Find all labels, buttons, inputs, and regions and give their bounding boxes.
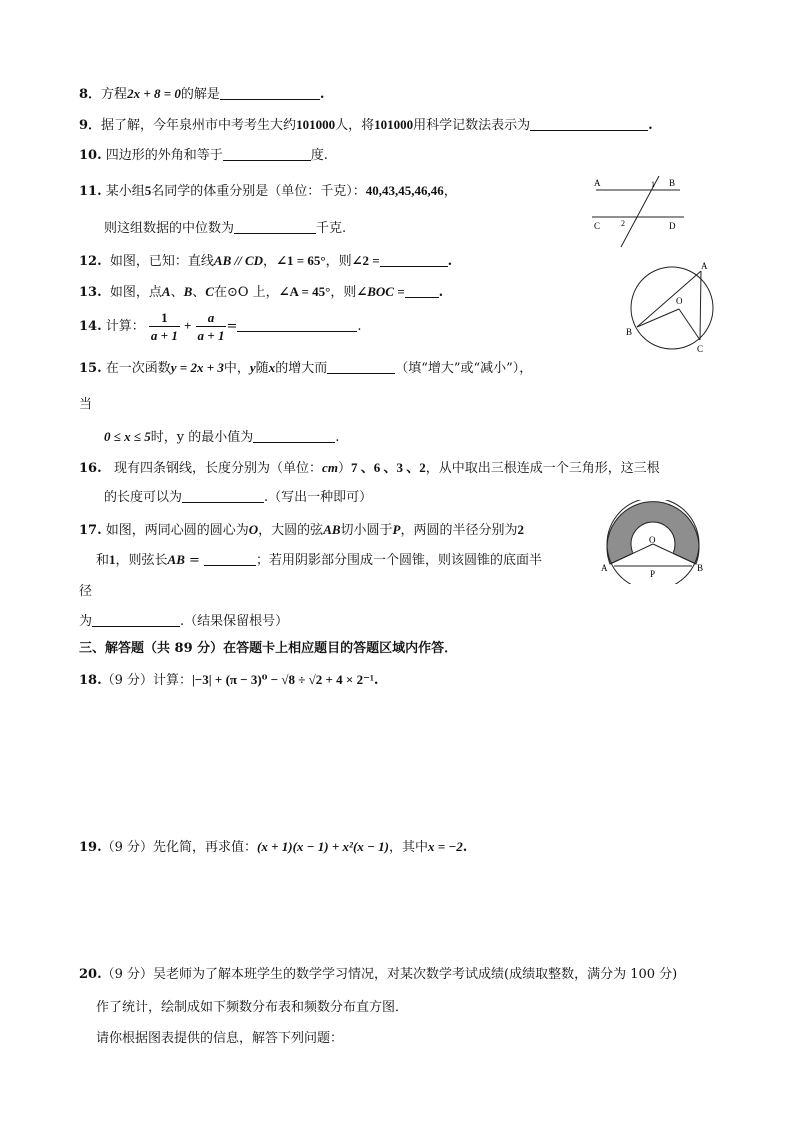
label-c: C xyxy=(594,221,601,231)
q13-end: . xyxy=(438,285,444,300)
q13-text-1: 如图，点 xyxy=(109,285,162,300)
q18-number: 18. xyxy=(79,673,102,688)
q14-f1-denominator: a + 1 xyxy=(150,328,178,343)
q17-line-4: 为 xyxy=(79,614,93,629)
q13-point-a: A xyxy=(161,284,171,299)
q13-number: 13. xyxy=(79,285,102,300)
q14-end: . xyxy=(357,319,362,334)
q8-end: . xyxy=(319,87,325,102)
q10-text: 四边形的外角和等于 xyxy=(105,148,223,163)
q9-post: 用科学记数法表示为 xyxy=(413,118,531,133)
question-15-line-3 xyxy=(104,428,339,447)
q10-answer-blank[interactable] xyxy=(223,146,311,161)
label-c: C xyxy=(697,344,704,354)
q20-line-1: （9 分）吴老师为了解本班学生的数学学习情况，对某次数学考试成绩(成绩取整数，满分为 100 分) xyxy=(101,967,678,982)
question-17-line-2 xyxy=(96,551,542,570)
q8-prefix: 方程 xyxy=(101,87,128,102)
q15-text-3: 随 xyxy=(255,361,269,376)
q13-angle-boc: ∠BOC = xyxy=(356,284,405,299)
q12-answer-blank[interactable] xyxy=(380,252,448,267)
q9-mid: 人，将 xyxy=(335,118,375,133)
label-a: A xyxy=(601,563,608,573)
q15-y: y xyxy=(249,360,256,375)
segment-ac xyxy=(700,271,701,340)
q15-answer-blank-2[interactable] xyxy=(253,428,335,443)
q17-text-1: 如图，两同心圆的圆心为 xyxy=(105,523,249,538)
q11-unit: 千克. xyxy=(316,221,347,236)
question-20 xyxy=(79,966,677,984)
q12-angle-1: ∠1 = 65° xyxy=(276,253,326,268)
question-13 xyxy=(79,283,443,302)
question-11-line-2 xyxy=(104,219,346,238)
q12-text-3: ，则 xyxy=(325,254,352,269)
q17-number: 17. xyxy=(79,523,102,538)
q13-point-b: B xyxy=(183,284,193,299)
figure-circle-abc xyxy=(622,258,716,354)
question-11 xyxy=(79,182,457,201)
q14-fraction-1 xyxy=(149,309,180,344)
q16-line-2: 的长度可以为 xyxy=(104,490,183,505)
q11-comma: ， xyxy=(443,184,457,199)
q19-expression: (x + 1)(x − 1) + x²(x − 1) xyxy=(257,839,389,854)
q17-line-4-end: .（结果保留根号） xyxy=(180,614,289,629)
question-14 xyxy=(79,307,362,346)
q17-line2-d: ；若用阴影部分围成一个圆锥，则该圆锥的底面半 xyxy=(256,553,543,568)
q12-text-1: 如图，已知：直线 xyxy=(109,254,214,269)
q15-number: 15. xyxy=(79,361,102,376)
q13-text-3: ，则 xyxy=(330,285,357,300)
question-16 xyxy=(79,459,660,478)
q18-text: （9 分）计算： xyxy=(101,673,193,688)
q15-x: x xyxy=(268,360,276,375)
q11-text-1: 某小组 xyxy=(105,184,145,199)
q17-text-4: ，两圆的半径分别为 xyxy=(400,523,518,538)
q15-text-2: 中， xyxy=(223,361,250,376)
label-b: B xyxy=(669,178,676,188)
q14-f2-denominator: a + 1 xyxy=(197,328,225,343)
q11-text-2: 名同学的体重分别是（单位：千克）： xyxy=(151,184,366,199)
question-16-line-2 xyxy=(104,488,372,507)
label-a: A xyxy=(594,178,601,188)
q19-text: （9 分）先化简，再求值： xyxy=(101,840,258,855)
q16-number: 16. xyxy=(79,461,102,476)
question-18 xyxy=(79,671,378,690)
label-b: B xyxy=(697,563,704,573)
question-19 xyxy=(79,838,467,857)
q12-parallel: // xyxy=(231,253,245,268)
q14-fraction-2 xyxy=(196,309,227,344)
q11-answer-blank[interactable] xyxy=(234,219,316,234)
q12-number: 12. xyxy=(79,254,102,269)
q17-radius-2: 1 xyxy=(109,552,116,567)
q11-data: 40,43,45,46,46 xyxy=(365,183,444,198)
question-20-line-3 xyxy=(96,1030,343,1048)
q13-text-2: 在⊙O 上， xyxy=(213,285,279,300)
q9-answer-blank[interactable] xyxy=(530,116,648,131)
q9-number: 9． xyxy=(79,118,102,133)
q13-angle-a: ∠A = 45° xyxy=(278,284,331,299)
q17-line2-a: 和 xyxy=(96,553,110,568)
q14-f2-numerator: a xyxy=(196,309,227,327)
question-15 xyxy=(79,359,532,378)
q13-point-c: C xyxy=(205,284,214,299)
q20-line-3: 请你根据图表提供的信息，解答下列问题： xyxy=(96,1031,344,1046)
q13-sep-1: 、 xyxy=(170,285,184,300)
q17-line2-b: ，则弦长 xyxy=(115,553,168,568)
q15-end: . xyxy=(335,430,340,445)
q9-number-1: 101000 xyxy=(296,117,336,132)
q19-text-2: ，其中 xyxy=(388,840,428,855)
q14-f1-numerator: 1 xyxy=(149,309,180,327)
q20-number: 20. xyxy=(79,967,102,982)
segment-ab xyxy=(637,271,701,327)
q17-line2-c: = xyxy=(184,553,205,568)
q15-text-4: 的增大而 xyxy=(275,361,328,376)
q17-text-3: 切小圆于 xyxy=(340,523,393,538)
segment-ob xyxy=(637,309,679,327)
q17-chord-ab: AB xyxy=(323,522,341,537)
q15-range: 0 ≤ x ≤ 5 xyxy=(104,429,151,444)
question-10 xyxy=(79,146,328,165)
q11-line2: 则这组数据的中位数为 xyxy=(104,221,235,236)
q15-answer-blank-1[interactable] xyxy=(327,359,395,374)
question-9 xyxy=(79,116,653,135)
q13-sep-2: 、 xyxy=(192,285,206,300)
q8-answer-blank[interactable] xyxy=(220,85,320,100)
q14-equals: = xyxy=(226,319,238,334)
q19-number: 19. xyxy=(79,840,102,855)
q11-count: 5 xyxy=(144,183,152,198)
q8-number: 8． xyxy=(79,87,102,102)
label-angle-2: 2 xyxy=(621,219,625,228)
q16-text-3: ，从中取出三根连成一个三角形，这三根 xyxy=(425,461,660,476)
q12-angle-2: ∠2 = xyxy=(351,253,380,268)
q16-text-2: ） xyxy=(337,461,351,476)
q15-function: y = 2x + 3 xyxy=(170,360,224,375)
question-20-line-2 xyxy=(96,999,408,1017)
q17-line-3: 径 xyxy=(79,584,93,599)
label-o: O xyxy=(649,535,656,545)
q17-answer-blank-2[interactable] xyxy=(92,612,180,627)
question-17-line-3 xyxy=(79,583,92,601)
label-angle-1: 1 xyxy=(651,180,655,189)
q14-text: 计算： xyxy=(105,319,145,334)
q18-expression: |−3| + (π − 3)⁰ − √8 ÷ √2 + 4 × 2⁻¹ xyxy=(192,672,374,687)
q8-equation: 2x + 8 = 0 xyxy=(127,86,181,101)
q12-text-2: ， xyxy=(263,254,277,269)
q17-chord-ab-2: AB xyxy=(167,552,185,567)
q8-post: 的解是 xyxy=(180,87,220,102)
question-15-line-2 xyxy=(79,396,92,414)
q9-text: 据了解，今年泉州市中考考生大约 xyxy=(101,118,297,133)
question-8 xyxy=(79,85,324,104)
q10-post: 度. xyxy=(310,148,328,163)
q14-plus: + xyxy=(183,318,192,333)
section-3-text: 三、解答题（共 89 分）在答题卡上相应题目的答题区域内作答． xyxy=(79,641,458,656)
question-12 xyxy=(79,252,452,271)
q18-end: . xyxy=(373,673,379,688)
q13-answer-blank[interactable] xyxy=(405,283,439,298)
question-17-line-4 xyxy=(79,612,288,631)
label-b: B xyxy=(626,327,633,337)
q20-line-2: 作了统计，绘制成如下频数分布表和频数分布直方图． xyxy=(96,1000,409,1015)
label-a: A xyxy=(701,261,708,271)
q12-line-ab: AB xyxy=(213,253,232,268)
q12-end: . xyxy=(447,254,453,269)
q17-text-2: ，大圆的弦 xyxy=(258,523,324,538)
q14-number: 14. xyxy=(79,319,102,334)
q16-answer-blank[interactable] xyxy=(182,488,264,503)
q16-end: .（写出一种即可） xyxy=(264,490,373,505)
label-o: O xyxy=(676,296,683,306)
q11-number: 11. xyxy=(79,184,102,199)
q9-end: . xyxy=(648,118,653,133)
figure-parallel-lines xyxy=(588,174,688,250)
question-17 xyxy=(79,521,524,540)
q15-text-5: 时，y 的最小值为 xyxy=(150,430,254,445)
segment-oc xyxy=(679,309,700,340)
q12-line-cd: CD xyxy=(244,253,264,268)
label-d: D xyxy=(669,221,676,231)
label-p: P xyxy=(650,569,656,579)
q17-answer-blank-1[interactable] xyxy=(204,551,256,566)
q9-number-2: 101000 xyxy=(374,117,414,132)
q19-condition: x = −2 xyxy=(428,839,463,854)
section-3-heading xyxy=(79,640,457,658)
q16-lengths: 7 、6 、3 、2 xyxy=(350,460,426,475)
q10-number: 10. xyxy=(79,148,102,163)
q16-unit: cm xyxy=(322,460,338,475)
q17-point-p: P xyxy=(392,522,401,537)
q16-text-1: 现有四条钢线，长度分别为（单位： xyxy=(114,461,323,476)
q15-hint: （填“增大”或“减小”）， xyxy=(395,361,533,376)
q17-center-o: O xyxy=(248,522,259,537)
q15-text-1: 在一次函数 xyxy=(105,361,171,376)
q15-line-2: 当 xyxy=(79,397,93,412)
figure-concentric-circles xyxy=(598,500,708,584)
q14-answer-blank[interactable] xyxy=(237,317,357,332)
q19-end: . xyxy=(462,840,468,855)
q17-radius-1: 2 xyxy=(517,522,525,537)
